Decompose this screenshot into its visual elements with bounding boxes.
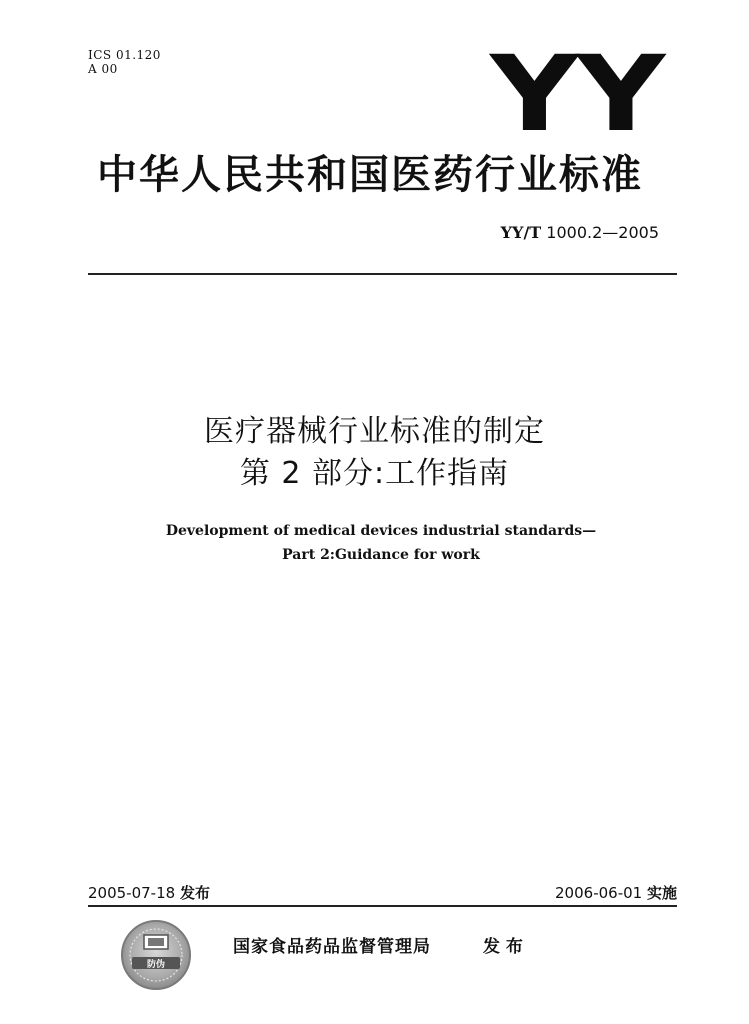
seal-center-text: 防伪 [146,960,166,970]
standard-prefix: YY/T [500,223,542,242]
footer-divider [88,905,677,907]
standard-category-title: 中华人民共和国医药行业标准 [97,152,643,198]
issuing-authority: 国家食品药品监督管理局 [233,937,431,957]
implement-label: 实施 [646,884,677,902]
standard-number [501,223,659,243]
standard-code: 1000.2—2005 [546,223,659,242]
title-en-line1: Development of medical devices industrial standards— [165,523,597,539]
yy-logo: YY [490,33,664,155]
implement-date-row [555,883,677,903]
title-cn-line2: 第 2 部分:工作指南 [239,456,510,491]
official-seal-icon [118,917,194,993]
ccs-code: A 00 [88,62,118,76]
issuing-action: 发 布 [483,937,523,957]
issue-date-row [88,883,210,903]
header-divider [88,273,677,275]
ics-code: ICS 01.120 [88,48,161,62]
title-cn-line1: 医疗器械行业标准的制定 [204,414,545,449]
issue-date: 2005-07-18 [88,884,176,902]
issue-label: 发布 [179,884,210,902]
title-en-line2: Part 2:Guidance for work [282,547,480,563]
implement-date: 2006-06-01 [555,884,643,902]
